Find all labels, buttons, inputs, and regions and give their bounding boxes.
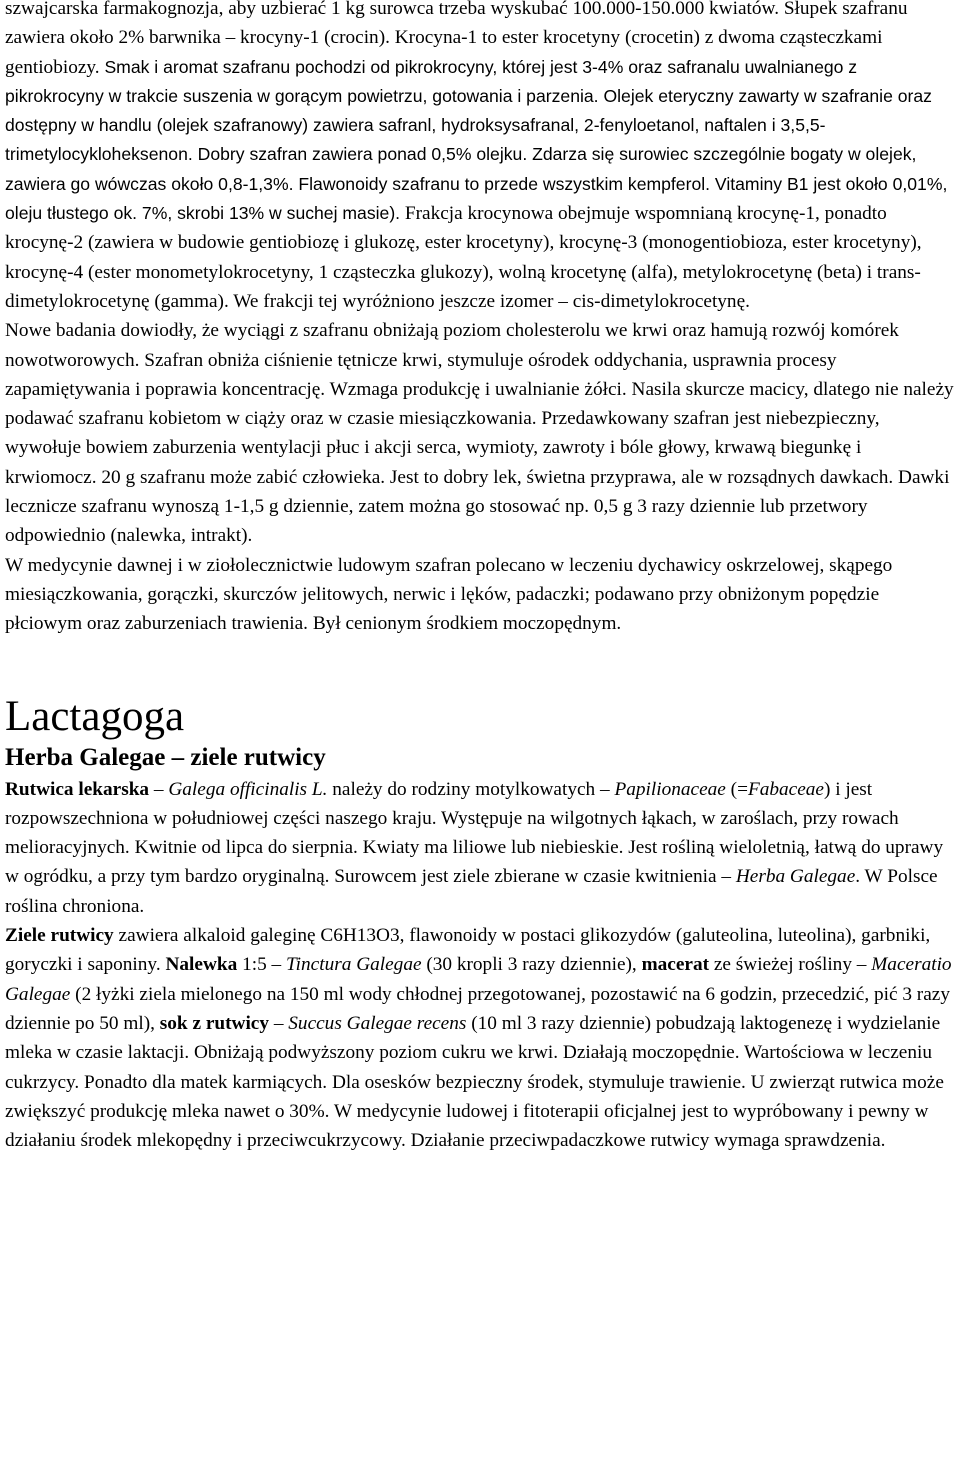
family-alt-name: Fabaceae — [747, 778, 824, 800]
saffron-paragraph-1 — [5, 0, 957, 316]
juice-latin: Succus Galegae recens — [288, 1012, 467, 1034]
saffron-paragraph-3: W medycynie dawnej i w ziołolecznictwie ludowym szafran polecano w leczeniu dychawicy oskrzelowej, skąpego miesiączkowania, gorączki, skurczów jelitowych, nerwic i lęków, padaczki; podawano przy obniżonym popędzie płciowym oraz zaburzeniach trawienia. Był cenionym środkiem moczopędnym. — [5, 554, 893, 635]
document-page — [5, 0, 957, 1155]
saffron-text-3: Frakcja krocynowa obejmuje wspomnianą krocynę-1, ponadto krocynę-2 (zawiera w budowie gentiobiozę i glukozę, ester krocetyny), krocynę-3 (monogentiobioza, ester krocetyny), krocynę-4 (ester monometylokrocetyny, 1 cząsteczka glukozy), wolną krocetynę (alfa), metylokrocetynę (beta) i trans-dimetylokrocetynę (gamma). We frakcji tej wyróżniono jeszcze izomer – cis-dimetylokrocetynę. — [5, 203, 922, 312]
saffron-paragraph-2: Nowe badania dowiodły, że wyciągi z szafranu obniżają poziom cholesterolu we krwi oraz hamują rozwój komórek nowotworowych. Szafran obniża ciśnienie tętnicze krwi, stymuluje ośrodek oddychania, usprawnia procesy zapamiętywania i poprawia koncentrację. Wzmaga produkcję i uwalnianie żółci. Nasila skurcze macicy, dlatego nie należy podawać szafranu kobietom w ciąży oraz w czasie miesiączkowania. Przedawkowany szafran jest niebezpieczny, wywołuje bowiem zaburzenia wentylacji płuc i akcji serca, wymioty, zawroty i bóle głowy, krwawą biegunkę i krwiomocz. 20 g szafranu może zabić człowieka. Jest to dobry lek, świetna przyprawa, ale w rozsądnych dawkach. Dawki lecznicze szafranu wynoszą 1-1,5 g dziennie, zatem można go stosować np. 0,5 g 3 razy dziennie lub przetwory odpowiednio (nalewka, intrakt). — [5, 320, 954, 547]
text-fragment: – — [269, 1012, 289, 1034]
text-fragment: (30 kropli 3 razy dziennie), — [421, 954, 642, 976]
herb-bold: Ziele rutwicy — [5, 925, 114, 947]
saffron-text-2: Smak i aromat szafranu pochodzi od pikrokrocyny, której jest 3-4% oraz safranalu uwalnianego z pikrokrocyny w trakcie suszenia w gorącym powietrzu, gotowania i parzenia. Olejek eteryczny zawarty w szafranie oraz dostępny w handlu (olejek szafranowy) zawiera safranl, hydroksysafranal, 2-fenyloetanol, naftalen i 3,5,5-trimetylocykloheksenon. Dobry szafran zawiera ponad 0,5% olejku. Zdarza się surowiec szczególnie bogaty w olejek, zawiera go wówczas około 0,8-1,3%. Flawonoidy szafranu to przede wszystkim kempferol. Vitaminy B1 jest około 0,01%, oleju tłustego ok. 7%, skrobi 13% w suchej masie). — [5, 56, 948, 224]
text-fragment: ) i jest rozpowszechniona w południowej części naszego kraju. — [5, 778, 873, 829]
text-fragment: Występuje na wilgotnych łąkach, w zaroślach, przy rowach melioracyjnych. Kwitnie od lipca do sierpnia. Kwiaty ma liliowe lub niebieskie. Jest rośliną wieloletnią, łatwą do uprawy w ogródku, a przy tym bardzo oryginalną. — [5, 807, 944, 888]
text-fragment: 1:5 – — [237, 954, 287, 976]
galega-paragraph-2 — [5, 921, 957, 1155]
section-spacer — [5, 639, 957, 691]
text-fragment: (2 łyżki ziela mielonego na 150 ml wody chłodnej przegotowanej, pozostawić na 6 godzin, przecedzić, pić 3 razy dziennie po 50 ml), — [5, 983, 950, 1034]
herb-name: Herba Galegae — [735, 866, 856, 888]
text-fragment: Surowcem jest ziele zbierane w czasie kwitnienia – — [329, 866, 736, 888]
galega-paragraph-1 — [5, 775, 957, 921]
juice-bold: sok z rutwicy — [159, 1012, 269, 1034]
text-fragment: pobudzają laktogenezę i wydzielanie mleka w czasie laktacji. Obniżają podwyższony poziom cukru we krwi. Działają moczopędnie. Wartościowa w leczeniu cukrzycy. Ponadto dla matek karmiących. Dla osesków bezpieczny środek, stymuluje trawienie. U zwierząt rutwica może zwiększyć produkcję mleka nawet o 30%. W medycynie ludowej i fitoterapii oficjalnej jest to wypróbowany i pewny w działaniu środek mlekopędny i przeciwcukrzycowy. Działanie przeciwpadaczkowe rutwicy wymaga sprawdzenia. — [5, 1012, 944, 1152]
section-title: Lactagoga — [5, 692, 185, 740]
tincture-latin: Tinctura Galegae — [286, 954, 422, 976]
latin-name: Galega officinalis L. — [168, 778, 328, 800]
macerat-bold: macerat — [641, 954, 710, 976]
text-fragment: należy do rodziny motylkowatych – — [327, 778, 615, 800]
subsection-title: Herba Galegae – ziele rutwicy — [5, 743, 326, 771]
text-fragment: (= — [725, 778, 748, 800]
text-fragment: ze świeżej rośliny – — [709, 954, 872, 976]
tincture-bold: Nalewka — [165, 954, 238, 976]
plant-name-bold: Rutwica lekarska — [5, 778, 150, 800]
text-fragment: – — [149, 778, 169, 800]
saffron-text-1: szwajcarska farmakognozja, aby uzbierać 1 kg surowca trzeba wyskubać 100.000-150.000 kwiatów. Słupek szafranu zawiera około 2% barwnika – krocyny-1 (crocin). Krocyna-1 to ester krocetyny (crocetin) z dwoma cząsteczkami gentiobiozy. — [5, 0, 908, 78]
text-fragment: zawiera alkaloid galeginę C6H13O3, flawonoidy w postaci glikozydów (galuteolina, luteolina), garbniki, goryczki i saponiny. — [5, 925, 931, 976]
text-fragment: (10 ml 3 razy dziennie) — [466, 1012, 652, 1034]
text-fragment: . W Polsce roślina chroniona. — [5, 866, 938, 917]
macerat-latin: Maceratio Galegae — [5, 954, 952, 1005]
family-name: Papilionaceae — [614, 778, 726, 800]
